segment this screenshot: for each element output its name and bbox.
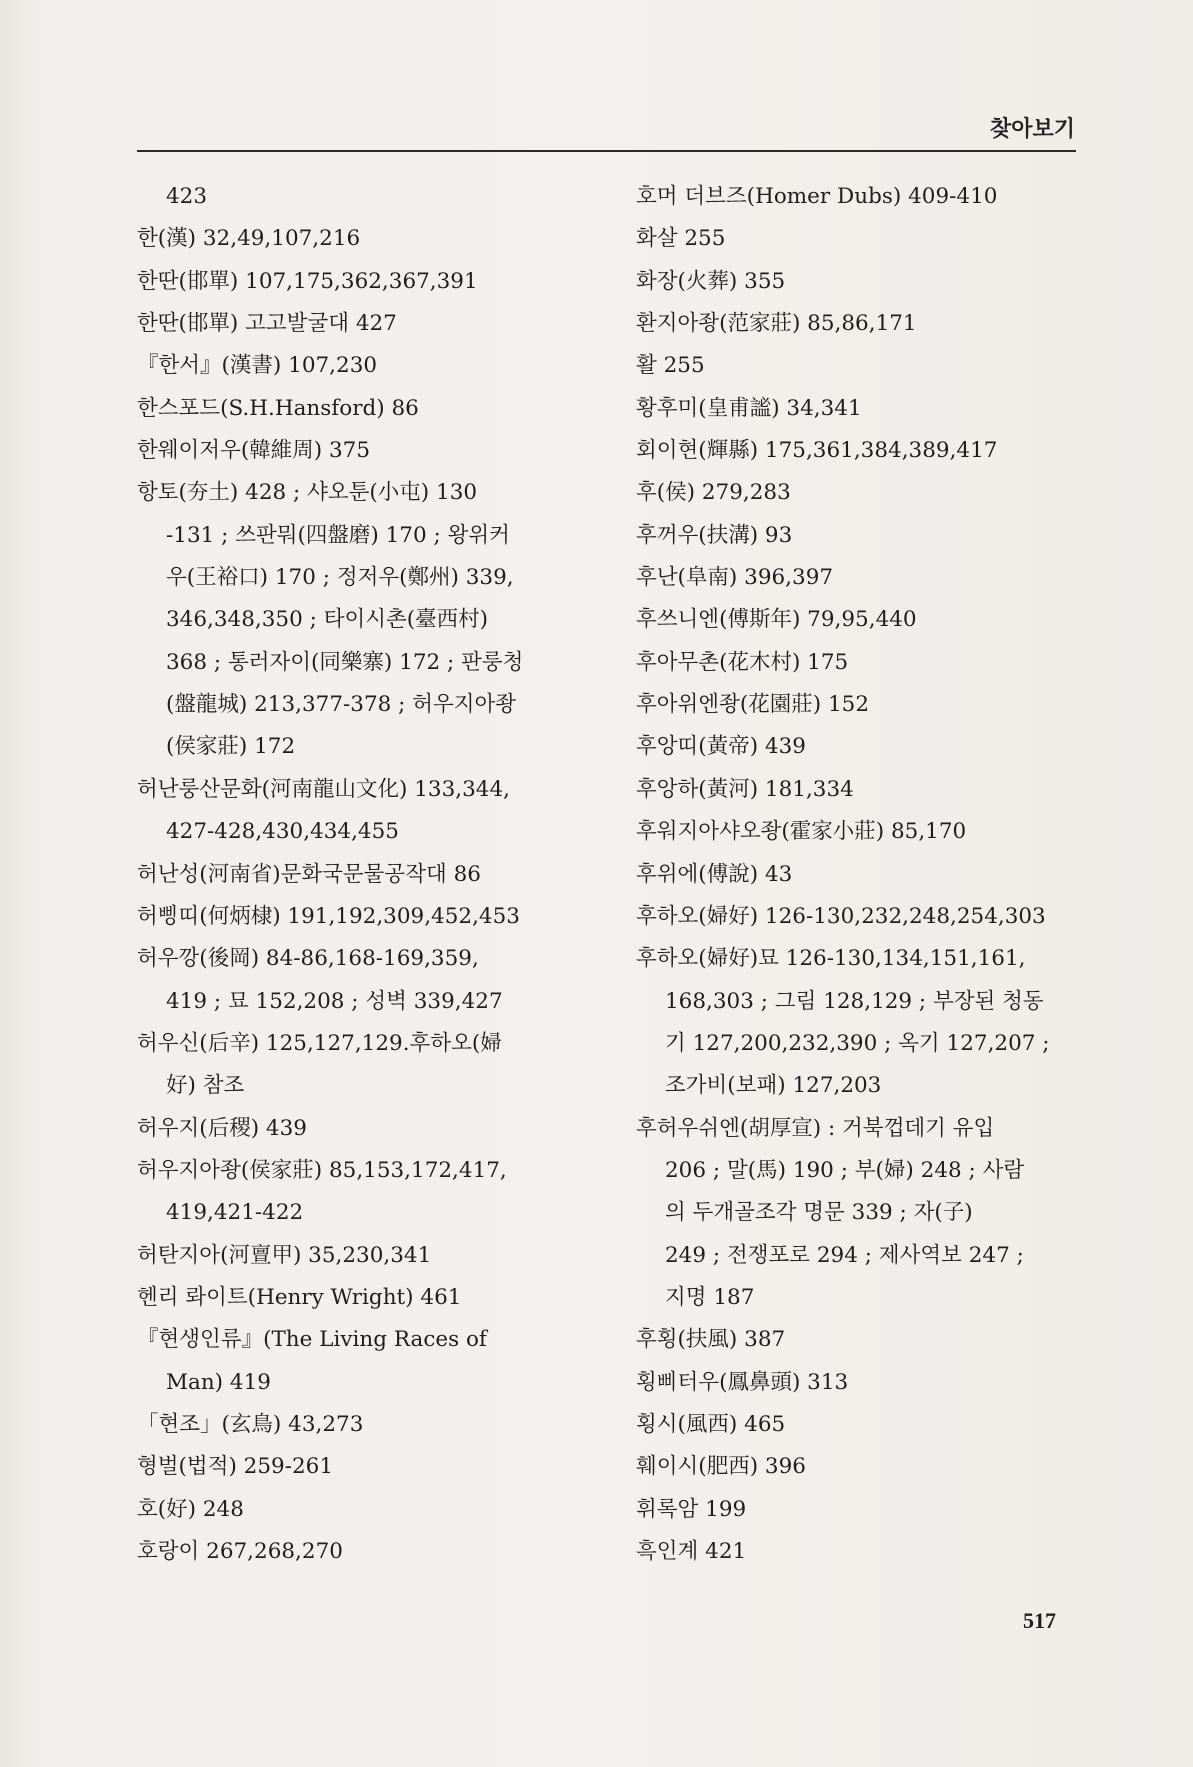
index-entry: 화장(火葬) 355 [636,268,786,294]
index-entry: (盤龍城) 213,377-378 ; 허우지아좡 [166,692,517,718]
index-entry: 『한서』(漢書) 107,230 [137,353,378,379]
index-entry: 허난룽산문화(河南龍山文化) 133,344, [137,776,510,802]
index-entry: 훼이시(肥西) 396 [636,1454,806,1480]
index-entry: 화살 255 [636,226,726,252]
index-entry: 후위에(傅說) 43 [636,861,793,887]
page-number: 517 [1023,1608,1056,1633]
index-column-right [636,176,1086,1573]
index-entry: 후(侯) 279,283 [636,480,791,506]
index-entry: 환지아좡(范家莊) 85,86,171 [636,311,917,337]
index-entry: 후아위엔좡(花園莊) 152 [636,692,869,718]
index-entry: 368 ; 통러자이(同樂寨) 172 ; 판룽청 [166,649,524,675]
index-entry: 168,303 ; 그림 128,129 ; 부장된 청동 [665,988,1044,1014]
index-entry: 허삥띠(何炳棣) 191,192,309,452,453 [137,903,520,929]
index-entry: 好) 참조 [166,1073,245,1099]
index-entry: 횡시(風西) 465 [636,1411,786,1437]
index-entry: 휘록암 199 [636,1496,747,1522]
index-entry: 후난(阜南) 396,397 [636,565,834,591]
index-entry: 허우깡(後岡) 84-86,168-169,359, [137,946,479,972]
index-entry: 한스포드(S.H.Hansford) 86 [137,395,419,421]
index-entry: 423 [166,184,208,209]
index-entry: 한웨이저우(韓維周) 375 [137,438,370,464]
index-entry: 『현생인류』(The Living Races of [137,1327,487,1353]
index-entry: 허우지아좡(侯家莊) 85,153,172,417, [137,1157,507,1183]
index-entry: 후워지아샤오좡(霍家小莊) 85,170 [636,819,967,845]
index-entry: 활 255 [636,353,705,379]
index-entry: 후아무촌(花木村) 175 [636,649,849,675]
index-entry: 419 ; 묘 152,208 ; 성벽 339,427 [166,988,503,1014]
index-entry: 흑인계 421 [636,1539,747,1564]
index-entry: 허우지(后稷) 439 [137,1115,307,1141]
index-entry: 의 두개골조각 명문 339 ; 자(子) [665,1200,973,1226]
index-entry: 후앙띠(黃帝) 439 [636,734,806,760]
index-entry: 회이현(輝縣) 175,361,384,389,417 [636,438,998,464]
index-entry: 허우신(后辛) 125,127,129.후하오(婦 [137,1030,502,1056]
index-entry: 우(王裕口) 170 ; 정저우(鄭州) 339, [166,565,514,591]
index-entry: 호머 더브즈(Homer Dubs) 409-410 [636,184,998,209]
index-entry: 한딴(邯單) 고고발굴대 427 [137,311,397,337]
index-entry: -131 ; 쓰판뭐(四盤磨) 170 ; 왕위커 [166,522,510,548]
index-entry: 후쓰니엔(傅斯年) 79,95,440 [636,607,917,633]
index-entry: 호랑이 267,268,270 [137,1539,343,1564]
index-entry: 형벌(법적) 259-261 [137,1454,334,1480]
index-entry: 한딴(邯單) 107,175,362,367,391 [137,268,478,294]
running-header: 찾아보기 [989,117,1075,142]
index-entry: 후앙하(黃河) 181,334 [636,776,854,802]
index-entry: 조가비(보패) 127,203 [665,1073,882,1099]
index-entry: 후하오(婦好) 126-130,232,248,254,303 [636,903,1046,929]
index-entry: 기 127,200,232,390 ; 옥기 127,207 ; [665,1030,1050,1056]
index-entry: (侯家莊) 172 [166,734,296,760]
index-column-left [137,176,607,1573]
index-entry: 427-428,430,434,455 [166,819,399,845]
index-entry: 황후미(皇甫謐) 34,341 [636,395,862,421]
header-rule [137,150,1076,152]
index-entry: 후꺼우(扶溝) 93 [636,522,793,548]
index-entry: 호(好) 248 [137,1496,244,1522]
index-entry: 지명 187 [665,1284,755,1310]
index-entry: 허탄지아(河亶甲) 35,230,341 [137,1242,432,1268]
index-entry: 헨리 롸이트(Henry Wright) 461 [137,1284,462,1310]
index-entry: 한(漢) 32,49,107,216 [137,226,361,252]
index-entry: 346,348,350 ; 타이시촌(臺西村) [166,607,489,633]
index-entry: 항토(夯土) 428 ; 샤오툰(小屯) 130 [137,480,478,506]
index-entry: Man) 419 [166,1369,271,1395]
index-entry: 후하오(婦好)묘 126-130,134,151,161, [636,946,1026,972]
index-entry: 횡삐터우(鳳鼻頭) 313 [636,1369,849,1395]
index-entry: 후횡(扶風) 387 [636,1327,786,1353]
index-entry: 「현조」(玄鳥) 43,273 [137,1411,364,1437]
index-entry: 249 ; 전쟁포로 294 ; 제사역보 247 ; [665,1242,1024,1268]
index-entry: 206 ; 말(馬) 190 ; 부(婦) 248 ; 사람 [665,1157,1025,1183]
index-entry: 419,421-422 [166,1200,304,1226]
index-entry: 후허우쉬엔(胡厚宣) : 거북껍데기 유입 [636,1115,995,1141]
index-entry: 허난성(河南省)문화국문물공작대 86 [137,861,481,887]
